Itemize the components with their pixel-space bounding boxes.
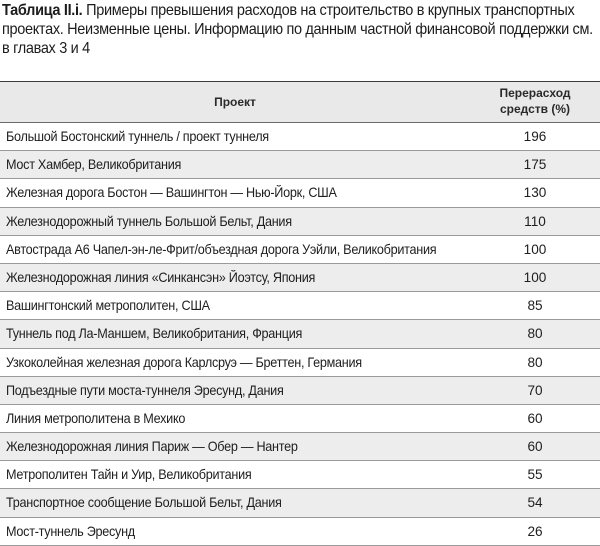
cell-project: Подъездные пути моста-туннеля Эресунд, Дания	[6, 382, 284, 398]
cell-project: Железнодорожный туннель Большой Бельт, Дания	[6, 213, 292, 229]
cell-project: Узкоколейная железная дорога Карлсруэ — Бреттен, Германия	[6, 354, 362, 370]
table-row	[0, 179, 600, 207]
cell-project: Линия метрополитена в Мехико	[6, 410, 186, 426]
cell-overrun: 175	[523, 157, 547, 173]
table-body	[0, 123, 600, 546]
cell-project: Железнодорожная линия Париж — Обер — Нантер	[6, 439, 298, 455]
cell-project: Вашингтонский метрополитен, США	[6, 298, 210, 314]
table-header	[0, 82, 600, 123]
table-caption	[2, 1, 596, 58]
cell-project: Транспортное сообщение Большой Бельт, Дания	[6, 495, 282, 511]
cell-project: Туннель под Ла-Маншем, Великобритания, Франция	[6, 326, 303, 342]
header-overrun-line1: Перерасход	[499, 86, 571, 100]
cell-project: Железная дорога Бостон — Вашингтон — Нью-Йорк, США	[6, 185, 337, 201]
cell-overrun: 26	[527, 523, 543, 539]
cell-overrun: 70	[527, 382, 543, 398]
cell-overrun: 130	[523, 185, 547, 201]
cell-overrun: 80	[527, 354, 543, 370]
cell-project: Большой Бостонский туннель / проект туннеля	[6, 129, 269, 144]
table-row	[0, 236, 600, 264]
cell-project: Автострада А6 Чапел-эн-ле-Фрит/объездная дорога Уэйли, Великобритания	[6, 241, 437, 257]
table-row	[0, 320, 600, 348]
table-row	[0, 405, 600, 433]
caption-text: Примеры превышения расходов на строительство в крупных транспортных проектах. Неизменные цены. Информацию по данным частной финансовой поддержки см. в главах 3 и 4	[2, 2, 593, 57]
cell-overrun: 85	[527, 298, 543, 314]
cell-project: Железнодорожная линия «Синкансэн» Йоэтсу, Япония	[6, 269, 316, 285]
cell-overrun: 55	[527, 467, 543, 483]
table-row	[0, 292, 600, 320]
table-row	[0, 377, 600, 405]
overrun-table	[0, 81, 600, 546]
cell-overrun: 100	[523, 241, 547, 257]
header-project: Проект	[214, 95, 256, 109]
cell-overrun: 196	[523, 129, 547, 144]
header-overrun-line2: средств (%)	[499, 102, 571, 116]
caption-label: Таблица II.i.	[2, 2, 83, 19]
table-row	[0, 518, 600, 546]
header-overrun	[470, 85, 600, 117]
cell-overrun: 80	[527, 326, 543, 342]
table-row	[0, 349, 600, 377]
cell-project: Мост-туннель Эресунд	[6, 523, 135, 539]
cell-project: Мост Хамбер, Великобритания	[6, 157, 182, 173]
table-row	[0, 151, 600, 179]
table-row	[0, 264, 600, 292]
cell-project: Метрополитен Тайн и Уир, Великобритания	[6, 467, 252, 483]
cell-overrun: 60	[527, 410, 543, 426]
table-row	[0, 123, 600, 151]
table-row	[0, 208, 600, 236]
table-row	[0, 489, 600, 517]
cell-overrun: 54	[527, 495, 543, 511]
cell-overrun: 60	[527, 439, 543, 455]
table-row	[0, 461, 600, 489]
table-row	[0, 433, 600, 461]
cell-overrun: 110	[524, 213, 546, 229]
cell-overrun: 100	[523, 269, 547, 285]
